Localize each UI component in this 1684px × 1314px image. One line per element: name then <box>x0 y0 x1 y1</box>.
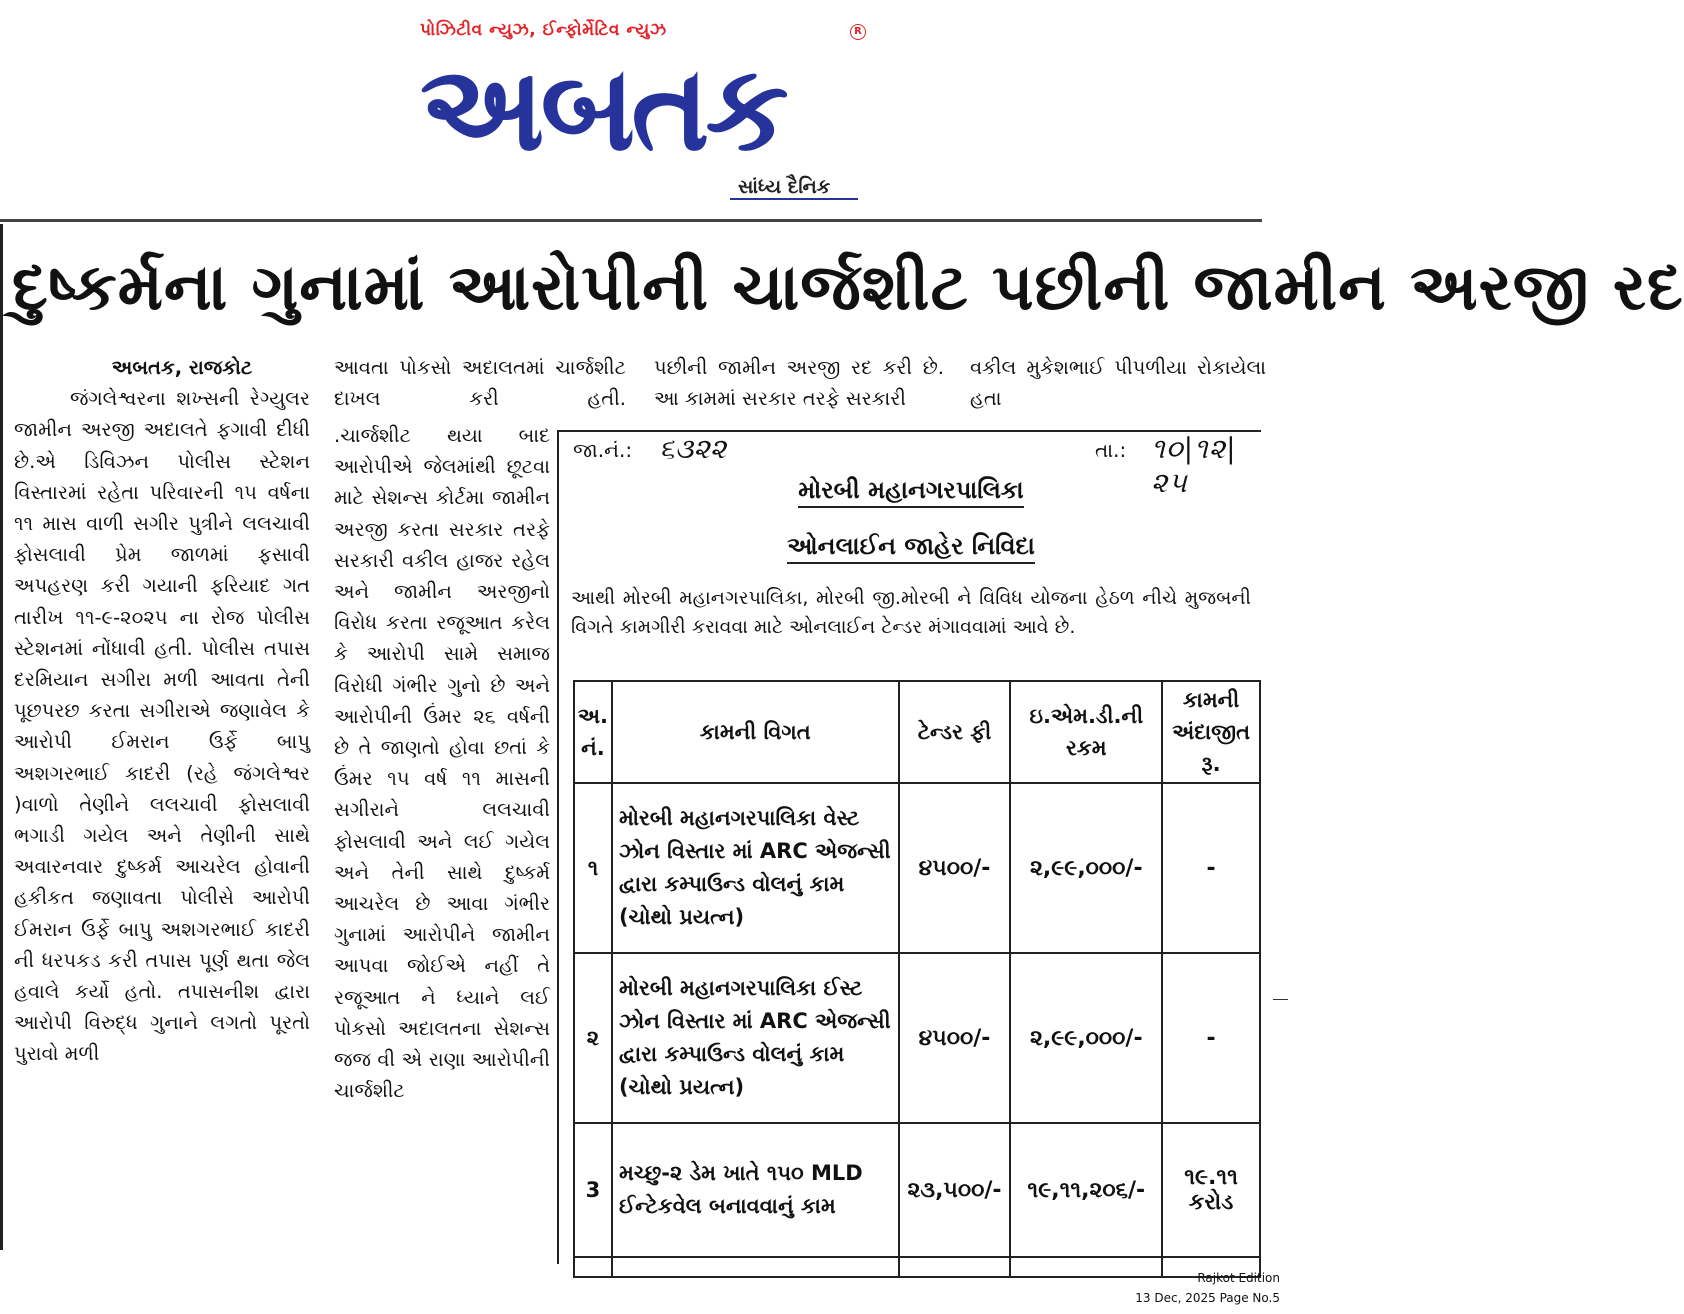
article-text-col1: જંગલેશ્વરના શખ્સની રેગ્યુલર જામીન અરજી અદાલતે ફગાવી દીધી છે.એ ડિવિઝન પોલીસ સ્ટેશન વિસ્તારમાં રહેતા પરિવારની ૧૫ વર્ષના ૧૧ માસ વાળી સગીર પુત્રીને લલચાવી ફોસલાવી પ્રેમ જાળમાં ફસાવી અપહરણ કરી ગયાની ફરિયાદ ગત તારીખ ૧૧-૯-૨૦૨૫ ના રોજ પોલીસ સ્ટેશનમાં નોંધાવી હતી. પોલીસ તપાસ દરમિયાન સગીરા મળી આવતા તેની પૂછપરછ કરતા સગીરાએ જણાવેલ કે આરોપી ઈમરાન ઉર્ફે બાપુ અશગરભાઈ કાદરી (રહે જંગલેશ્વર )વાળો તેણીને લલચાવી ફોસલાવી ભગાડી ગયેલ અને તેણીની સાથે અવારનવાર દુષ્કર્મ આચરેલ હોવાની હકીકત જણાવતા પોલીસે આરોપી ઈમરાન ઉર્ફે બાપુ અશગરભાઈ કાદરી ની ધરપકડ કરી તપાસ પૂર્ણ થતા જેલ હવાલે કર્યો હતો. તપાસનીશ દ્વારા આરોપી વિરુદ્ધ ગુનાને લગતો પૂરતો પુરાવો મળી <box>14 387 310 1066</box>
row-description: મોરબી મહાનગરપાલિકા ઈસ્ટ ઝોન વિસ્તાર માં ARC એજન્સી દ્વારા કમ્પાઉન્ડ વોલનું કામ (ચોથો પ્રયત્ન) <box>612 953 899 1123</box>
notice-intro: આથી મોરબી મહાનગરપાલિકા, મોરબી જી.મોરબી ને વિવિધ યોજના હેઠળ નીચે મુજબની વિગતે કામગીરી કરાવવા માટે ઓનલાઈન ટેન્ડર મંગાવવામાં આવે છે. <box>571 587 1251 638</box>
article-text-col2b: .ચાર્જશીટ થયા બાદ આરોપીએ જેલમાંથી છૂટવા માટે સેશન્સ કોર્ટમા જામીન અરજી કરતા સરકાર તરફે સરકારી વકીલ હાજર રહેલ અને જામીન અરજીનો વિરોધ કરતા રજૂઆત કરેલ કે આરોપી સામે સમાજ વિરોધી ગંભીર ગુનો છે અને આરોપીની ઉંમર ૨૬ વર્ષની છે તે જાણતો હોવા છતાં કે ઉંમર ૧૫ વર્ષ ૧૧ માસની સગીરાને લલચાવી ફોસલાવી અને લઈ ગયેલ અને તેની સાથે દુષ્કર્મ આચરેલ છે આવા ગંભીર ગુનામાં આરોપીને જામીન આપવા જોઈએ નહીં તે રજૂઆત ને ધ્યાને લઈ પોકસો અદાલતના સેશન્સ જજ વી એ રાણા આરોપીની ચાર્જશીટ <box>334 424 550 1103</box>
table-row <box>574 953 1260 1123</box>
notice-ref-label: જા.નં.: <box>573 438 633 462</box>
notice-date-value: ૧૦|૧૨|૨૫ <box>1151 432 1237 499</box>
row-serial: ૨ <box>574 953 612 1123</box>
notice-title <box>559 476 1263 504</box>
row-estimate: ૧૯.૧૧ કરોડ <box>1162 1123 1260 1257</box>
row-tender-fee: ૪૫૦૦/- <box>899 953 1011 1123</box>
article-text-col4: વકીલ મુકેશભાઈ પીપળીયા રોકાયેલા હતા <box>970 356 1266 411</box>
article-text-col2: આવતા પોકસો અદાલતમાં ચાર્જશીટ દાખલ કરી હતી. <box>334 356 626 411</box>
notice-date-label: તા.: <box>1095 438 1127 462</box>
header-work-detail: કામની વિગત <box>612 681 899 783</box>
tender-table <box>573 680 1261 1278</box>
tender-notice <box>557 430 1261 1264</box>
article-column-4 <box>970 352 1266 416</box>
notice-ref-value: ૬૩૨૨ <box>659 432 727 465</box>
header-emd-amount: ઇ.એમ.ડી.ની રકમ <box>1010 681 1162 783</box>
row-cell <box>899 1257 1011 1277</box>
header-divider <box>0 219 1262 222</box>
row-cell <box>612 1257 899 1277</box>
notice-subtitle-text: ઓનલાઈન જાહેર નિવિદા <box>787 532 1035 564</box>
left-border <box>0 224 3 1250</box>
subtitle-underline <box>730 198 858 200</box>
row-description: મોરબી મહાનગરપાલિકા વેસ્ટ ઝોન વિસ્તાર માં ARC એજન્સી દ્વારા કમ્પાઉન્ડ વોલનું કામ (ચોથો પ્રયત્ન) <box>612 783 899 953</box>
article-column-2-top <box>334 352 626 416</box>
table-row <box>574 783 1260 953</box>
row-tender-fee: ૨૩,૫૦૦/- <box>899 1123 1011 1257</box>
article-headline: દુષ્કર્મના ગુનામાં આરોપીની ચાર્જશીટ પછીની જામીન અરજી રદ <box>12 251 1684 325</box>
article-text-col3: પછીની જામીન અરજી રદ કરી છે. આ કામમાં સરકાર તરફે સરકારી <box>654 356 944 411</box>
article-column-3 <box>654 352 944 416</box>
row-cell <box>574 1257 612 1277</box>
row-serial: ૧ <box>574 783 612 953</box>
footer-edition: Rajkot Edition <box>1197 1271 1280 1285</box>
registered-mark-icon: R <box>850 24 866 40</box>
table-header-row <box>574 681 1260 783</box>
article-byline: અબતક, રાજકોટ <box>111 356 253 379</box>
row-description: મચ્છુ-૨ ડેમ ખાતે ૧૫૦ MLD ઈન્ટેકવેલ બનાવવાનું કામ <box>612 1123 899 1257</box>
header-tender-fee: ટેન્ડર ફી <box>899 681 1011 783</box>
article-column-2-bottom <box>334 420 550 1252</box>
article-column-1 <box>14 352 310 1252</box>
table-row <box>574 1123 1260 1257</box>
row-emd: ૧૯,૧૧,૨૦૬/- <box>1010 1123 1162 1257</box>
masthead-tagline: પોઝિટીવ ન્યુઝ, ઈન્ફોર્મેટિવ ન્યુઝ <box>420 20 667 40</box>
notice-subtitle <box>559 532 1263 560</box>
row-estimate: - <box>1162 783 1260 953</box>
row-serial: 3 <box>574 1123 612 1257</box>
footer-date-page: 13 Dec, 2025 Page No.5 <box>1135 1291 1280 1305</box>
notice-title-text: મોરબી મહાનગરપાલિકા <box>798 476 1023 508</box>
header-estimated-cost: કામની અંદાજીત રૂ. <box>1162 681 1260 783</box>
masthead-subtitle: સાંધ્ય દૈનિક <box>738 176 831 198</box>
row-estimate: - <box>1162 953 1260 1123</box>
newspaper-logo: અબતક <box>420 39 785 177</box>
page-footer <box>1135 1268 1280 1308</box>
row-emd: ૨,૯૯,૦૦૦/- <box>1010 953 1162 1123</box>
margin-tick <box>1273 999 1288 1000</box>
row-emd: ૨,૯૯,૦૦૦/- <box>1010 783 1162 953</box>
header-serial: અ. નં. <box>574 681 612 783</box>
row-tender-fee: ૪૫૦૦/- <box>899 783 1011 953</box>
